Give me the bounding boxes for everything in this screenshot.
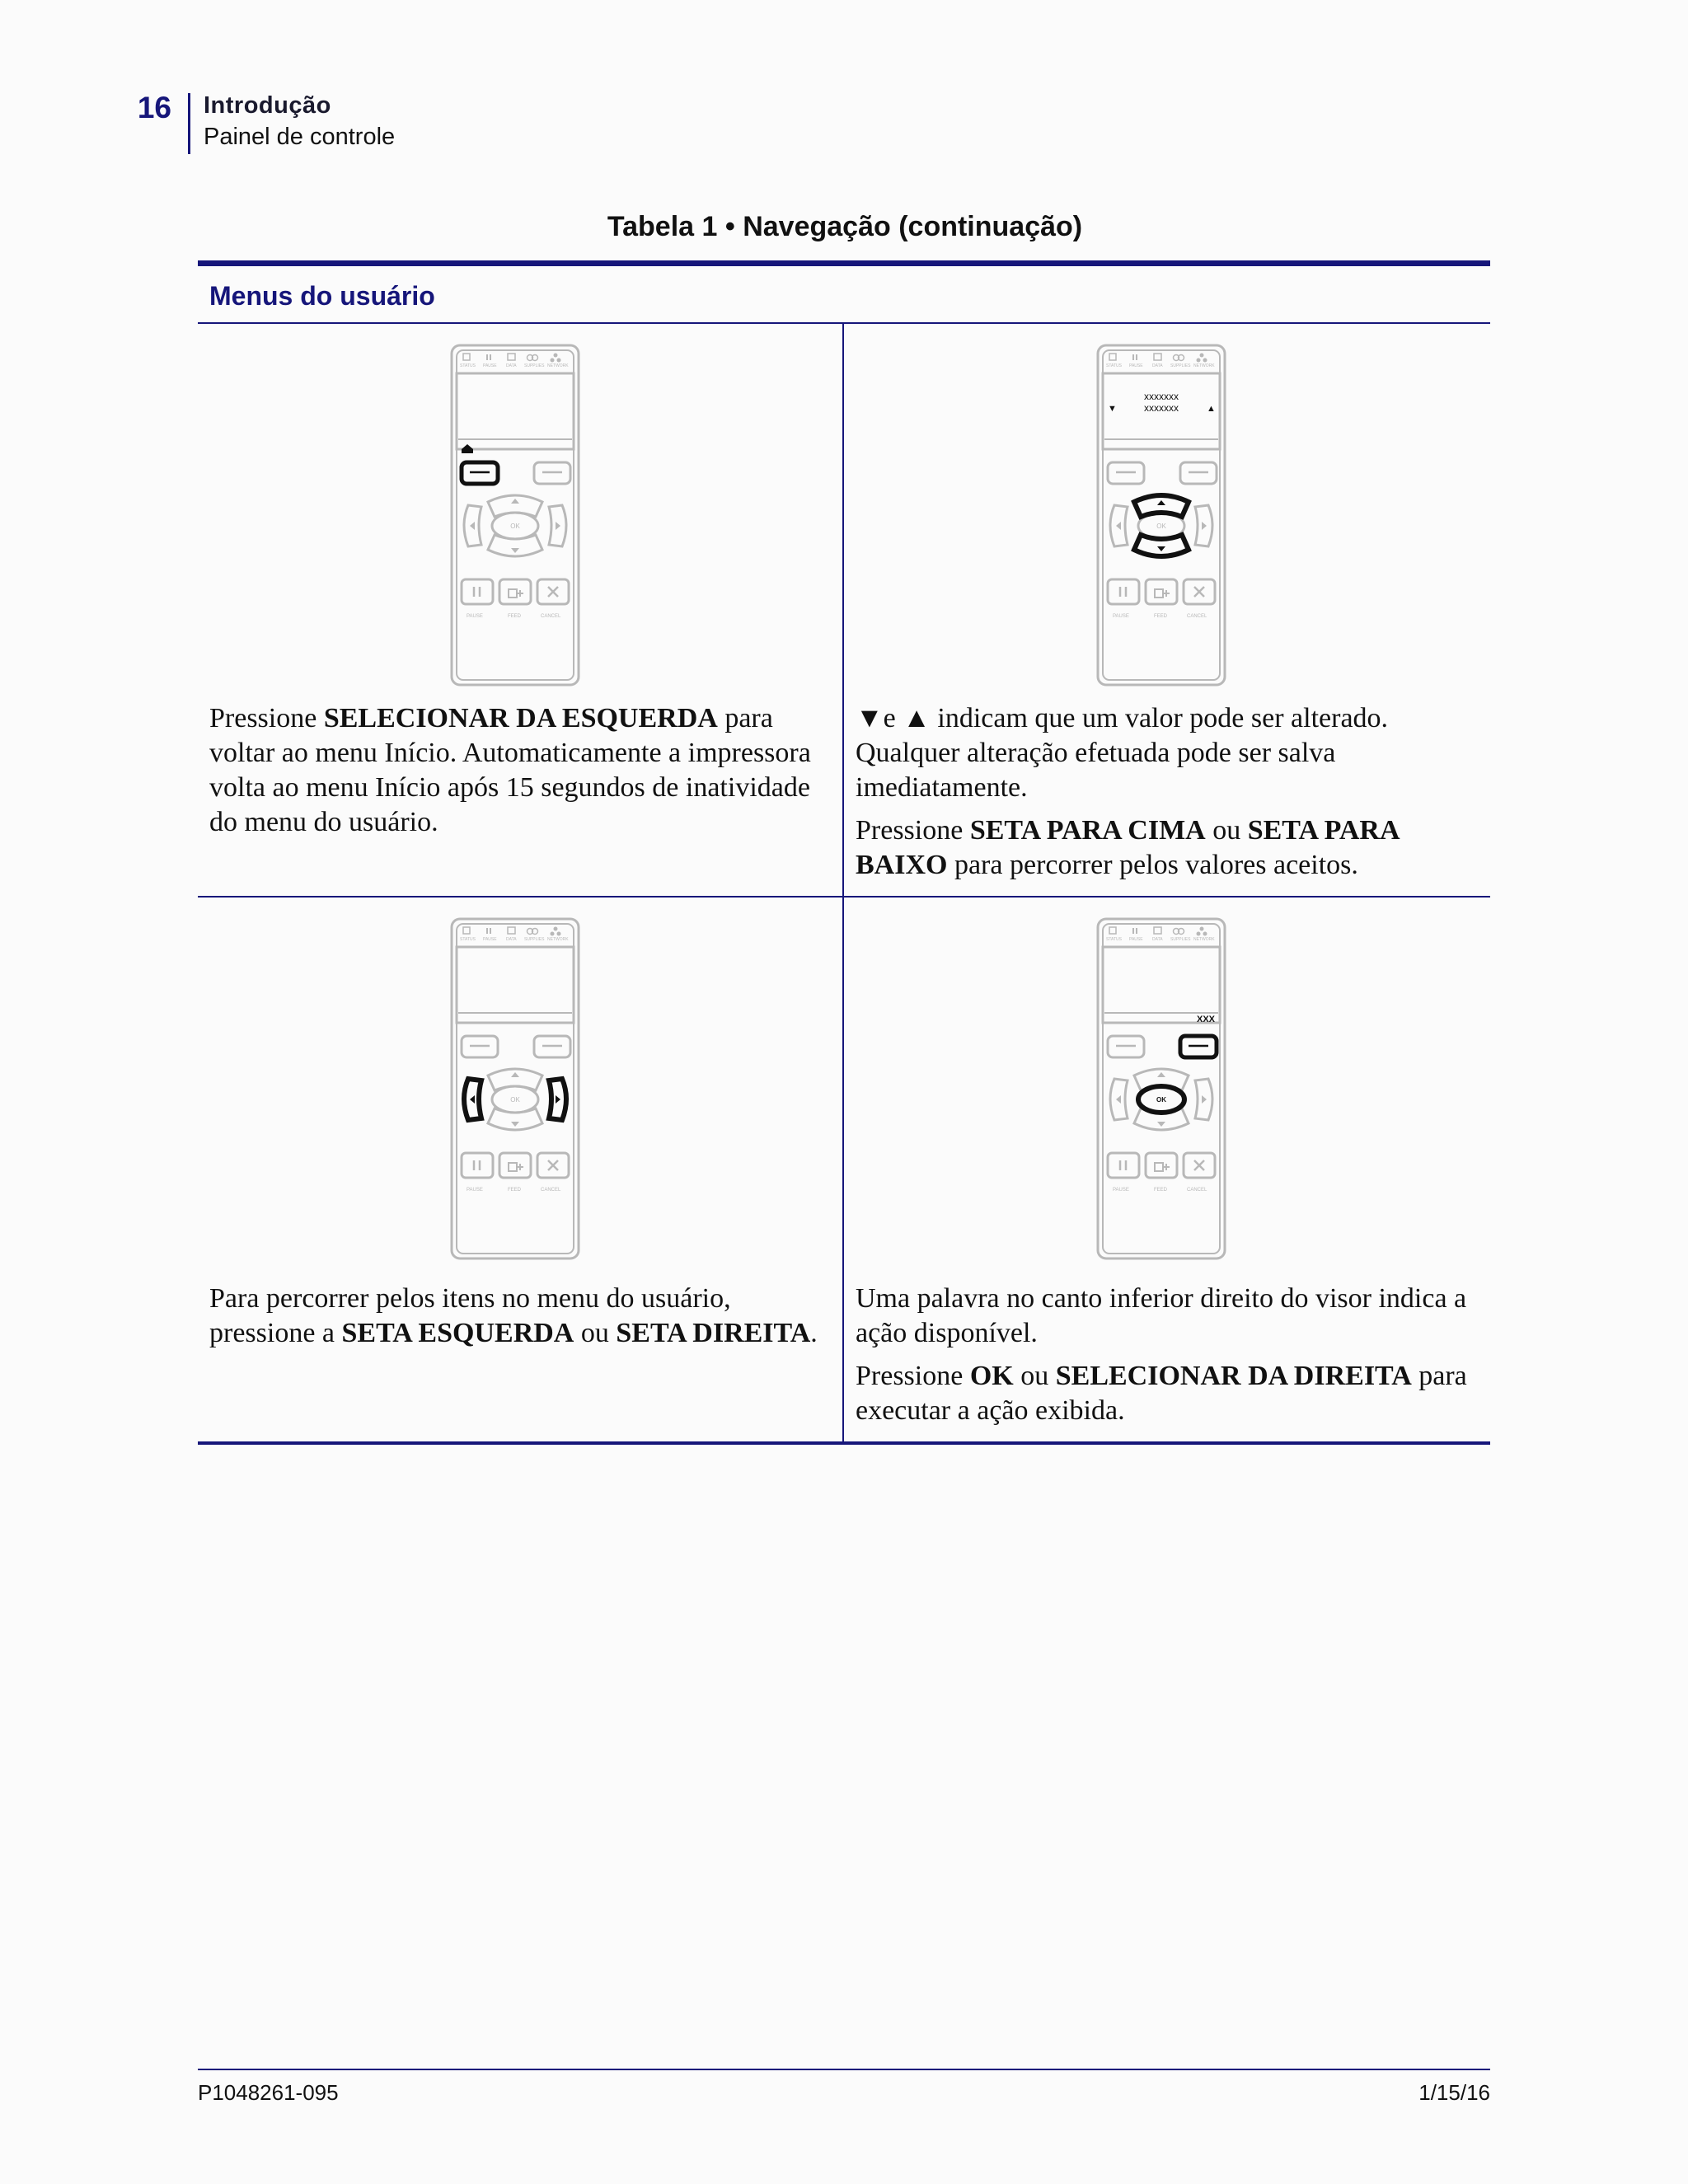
- svg-text:FEED: FEED: [1154, 1188, 1168, 1193]
- svg-text:OK: OK: [1156, 1096, 1166, 1104]
- display-value-line1: xxxxxxx: [1144, 391, 1179, 402]
- feed-button-label: FEED: [508, 614, 522, 619]
- data-label: DATA: [506, 363, 517, 368]
- home-icon: [462, 444, 473, 453]
- status-label: STATUS: [460, 363, 476, 368]
- control-panel-body: [452, 345, 579, 685]
- svg-text:SUPPLIES: SUPPLIES: [524, 937, 545, 942]
- status-indicators: [1106, 927, 1215, 943]
- cell-description: Pressione SELECIONAR DA ESQUERDA para voltar ao menu Início. Automaticamente a impressora volta ao menu Início após 15 segundos de inatividade do menu do usuário.: [209, 703, 811, 837]
- cell-description: Para percorrer pelos itens no menu do usuário, pressione a SETA ESQUERDA ou SETA DIREITA.: [209, 1283, 818, 1348]
- control-panel-leftright-illustration: [445, 916, 585, 1262]
- table-caption: Tabela 1 • Navegação (continuação): [607, 211, 1083, 242]
- svg-text:FEED: FEED: [508, 1188, 522, 1193]
- display-action-word: XXX: [1196, 1015, 1215, 1024]
- svg-text:STATUS: STATUS: [460, 937, 476, 942]
- network-label: NETWORK: [547, 363, 569, 368]
- cell-description: ▼e ▲ indicam que um valor pode ser alterado. Qualquer alteração efetuada pode ser salva imediatamente. Pressione SETA PARA CIMA ou SETA PARA BAIXO para percorrer pelos valores aceitos.: [856, 703, 1399, 880]
- table-cell-ok-right-select: [844, 898, 1490, 1441]
- svg-text:SUPPLIES: SUPPLIES: [1170, 363, 1191, 368]
- svg-text:CANCEL: CANCEL: [1187, 1188, 1207, 1193]
- svg-text:PAUSE: PAUSE: [1113, 1188, 1129, 1193]
- table-row: [198, 898, 1490, 1441]
- table-cell-up-down: [844, 324, 1490, 896]
- svg-text:PAUSE: PAUSE: [1113, 614, 1129, 619]
- bottom-buttons: [462, 1153, 569, 1178]
- section-title: Painel de controle: [204, 124, 396, 150]
- svg-text:OK: OK: [1156, 523, 1166, 530]
- page-number: 16: [137, 91, 171, 124]
- cell-description: Uma palavra no canto inferior direito do visor indica a ação disponível. Pressione OK ou SELECIONAR DA DIREITA para executar a ação exibida.: [856, 1283, 1467, 1426]
- status-indicators: [1106, 354, 1215, 369]
- svg-text:CANCEL: CANCEL: [1187, 614, 1207, 619]
- pause-label: PAUSE: [483, 363, 497, 368]
- svg-text:NETWORK: NETWORK: [547, 937, 569, 942]
- cancel-button-label: CANCEL: [541, 614, 561, 619]
- svg-text:NETWORK: NETWORK: [1193, 363, 1215, 368]
- table-section-header: Menus do usuário: [198, 266, 1490, 324]
- control-panel-updown-illustration: [1091, 342, 1231, 688]
- footer-divider: [198, 2069, 1490, 2070]
- lcd-display: [457, 373, 574, 449]
- svg-text:PAUSE: PAUSE: [467, 1188, 483, 1193]
- navigation-table: [198, 260, 1490, 1445]
- svg-text:OK: OK: [510, 1096, 520, 1104]
- status-indicators: [460, 927, 569, 943]
- control-panel-ok-illustration: [1091, 916, 1231, 1262]
- svg-text:DATA: DATA: [1152, 363, 1163, 368]
- supplies-label: SUPPLIES: [524, 363, 545, 368]
- svg-text:PAUSE: PAUSE: [483, 937, 497, 942]
- control-panel-home-illustration: [445, 342, 585, 688]
- svg-text:DATA: DATA: [506, 937, 517, 942]
- bottom-buttons: [1108, 579, 1215, 604]
- bottom-buttons: [462, 579, 569, 604]
- display-up-arrow: ▲: [1207, 404, 1216, 414]
- svg-text:FEED: FEED: [1154, 614, 1168, 619]
- lcd-display: [457, 947, 574, 1023]
- svg-text:CANCEL: CANCEL: [541, 1188, 561, 1193]
- display-down-arrow: ▼: [1108, 404, 1117, 414]
- pause-button-label: PAUSE: [467, 614, 483, 619]
- document-number: P1048261-095: [198, 2080, 339, 2105]
- table-cell-left-select: [198, 324, 844, 896]
- status-indicators: [460, 354, 569, 369]
- svg-text:STATUS: STATUS: [1106, 937, 1122, 942]
- svg-text:STATUS: STATUS: [1106, 363, 1122, 368]
- up-arrow-button-highlighted: [1134, 495, 1189, 517]
- document-date: 1/15/16: [1418, 2080, 1490, 2105]
- table-row: [198, 324, 1490, 898]
- svg-text:DATA: DATA: [1152, 937, 1163, 942]
- down-arrow-button-highlighted: [1134, 535, 1189, 556]
- lcd-display: [1103, 947, 1220, 1023]
- table-cell-left-right: [198, 898, 844, 1441]
- display-value-line2: xxxxxxx: [1144, 402, 1179, 414]
- chapter-title: Introdução: [204, 92, 331, 119]
- ok-label: OK: [510, 523, 520, 530]
- control-panel-body: [452, 919, 579, 1258]
- svg-text:PAUSE: PAUSE: [1129, 937, 1143, 942]
- svg-text:NETWORK: NETWORK: [1193, 937, 1215, 942]
- bottom-buttons: [1108, 1153, 1215, 1178]
- header-divider: [188, 93, 190, 154]
- svg-text:PAUSE: PAUSE: [1129, 363, 1143, 368]
- svg-text:SUPPLIES: SUPPLIES: [1170, 937, 1191, 942]
